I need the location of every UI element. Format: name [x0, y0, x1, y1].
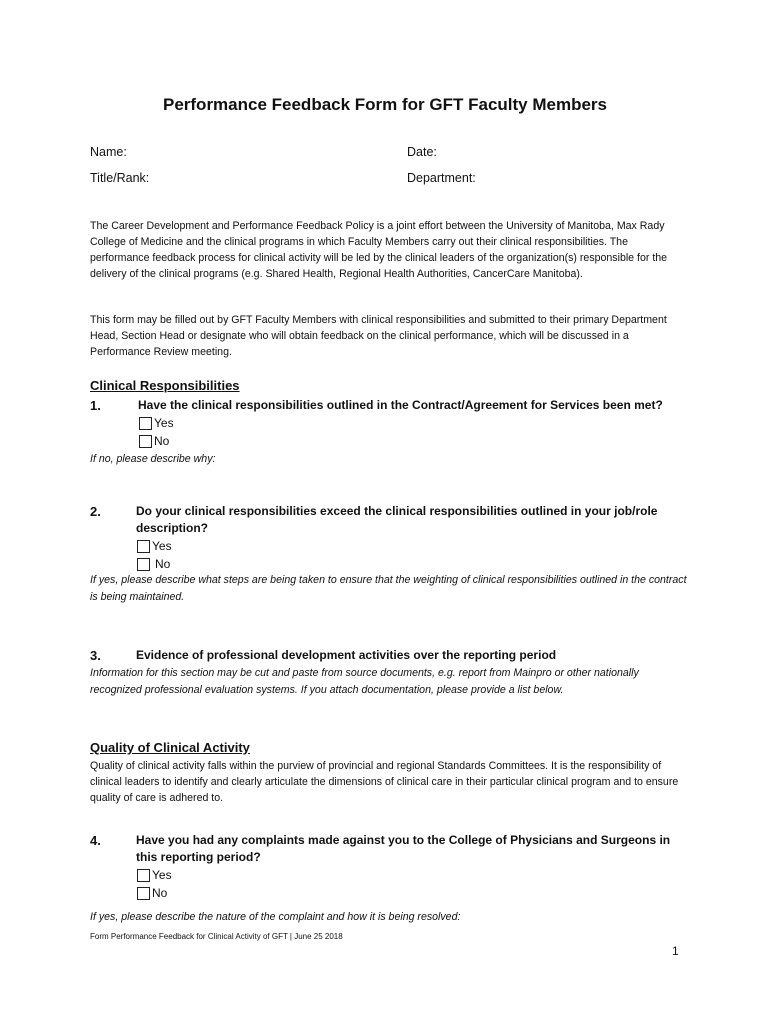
section-heading-clinical-responsibilities: Clinical Responsibilities [90, 378, 240, 393]
page-footer: Form Performance Feedback for Clinical Activity of GFT | June 25 2018 [90, 932, 343, 941]
question-1-note: If no, please describe why: [90, 453, 216, 465]
question-2-no-option[interactable] [137, 556, 170, 572]
question-3-number: 3. [90, 648, 101, 663]
question-2-note: If yes, please describe what steps are being taken to ensure that the weighting of clinical responsibilities outlined in the contract is being maintained. [90, 574, 687, 603]
question-4-no-option[interactable] [137, 885, 167, 901]
option-label: No [154, 434, 170, 448]
option-label: No [152, 886, 168, 900]
checkbox[interactable] [137, 558, 150, 571]
question-3-note: Information for this section may be cut and paste from source documents, e.g. report from Mainpro or other nationally recognized professional evaluation systems. If you attach documentation, please provide a list below. [90, 667, 639, 696]
quality-paragraph: Quality of clinical activity falls within the purview of provincial and regional Standards Committees. It is the responsibility of clinical leaders to identify and clearly articulate the dimensions of clinical care in their particular clinical program and to ensure quality of care is adhered to. [90, 760, 679, 804]
date-field-label: Date: [407, 145, 437, 159]
checkbox[interactable] [137, 540, 150, 553]
checkbox[interactable] [137, 869, 150, 882]
checkbox[interactable] [139, 417, 152, 430]
form-title: Performance Feedback Form for GFT Faculty Members [162, 95, 607, 114]
question-2-yes-option[interactable] [137, 538, 172, 554]
section-heading-quality-of-clinical-activity: Quality of Clinical Activity [90, 740, 250, 755]
option-label: Yes [152, 539, 172, 553]
question-2-text: Do your clinical responsibilities exceed the clinical responsibilities outlined in your job/role description? [136, 504, 658, 535]
option-label: No [155, 557, 171, 571]
question-1-text: Have the clinical responsibilities outlined in the Contract/Agreement for Services been met? [138, 398, 663, 412]
checkbox[interactable] [137, 887, 150, 900]
question-3-text: Evidence of professional development activities over the reporting period [136, 648, 557, 662]
intro-paragraph-2: This form may be filled out by GFT Faculty Members with clinical responsibilities and submitted to their primary Department Head, Section Head or designate who will obtain feedback on the clinical performance, which will be discussed in a Performance Review meeting. [90, 314, 667, 358]
question-4-note: If yes, please describe the nature of the complaint and how it is being resolved: [90, 911, 461, 923]
option-label: Yes [152, 868, 172, 882]
checkbox[interactable] [139, 435, 152, 448]
department-field-label: Department: [407, 171, 476, 185]
question-2-number: 2. [90, 504, 101, 519]
option-label: Yes [154, 416, 174, 430]
question-1-yes-option[interactable] [139, 415, 174, 431]
page-number: 1 [672, 944, 679, 958]
title-rank-field-label: Title/Rank: [90, 171, 150, 185]
question-1-no-option[interactable] [139, 433, 169, 449]
question-4-yes-option[interactable] [137, 867, 172, 883]
question-4-number: 4. [90, 833, 101, 848]
question-1-number: 1. [90, 398, 101, 413]
question-4-text: Have you had any complaints made against you to the College of Physicians and Surgeons in this reporting period? [136, 833, 671, 864]
name-field-label: Name: [90, 145, 127, 159]
intro-paragraph-1: The Career Development and Performance Feedback Policy is a joint effort between the University of Manitoba, Max Rady College of Medicine and the clinical programs in which Faculty Members carry out their clinical responsibilities. The performance feedback process for clinical activity will be led by the clinical leaders of the organization(s) responsible for the delivery of the clinical programs (e.g. Shared Health, Regional Health Authorities, CancerCare Manitoba). [90, 220, 668, 280]
